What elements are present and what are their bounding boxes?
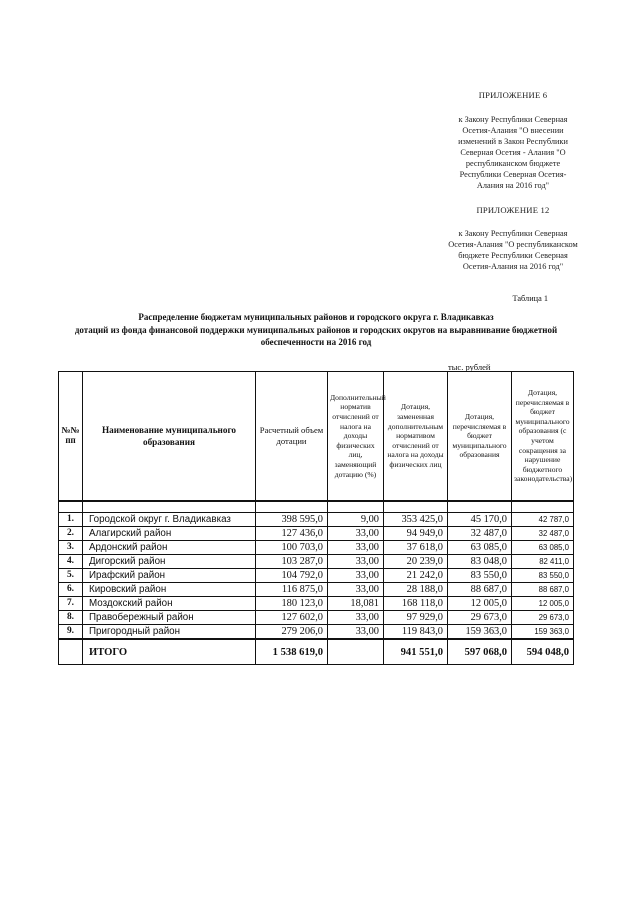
norm-percent: 33,00: [328, 541, 384, 555]
total-replaced: 941 551,0: [384, 639, 448, 665]
transferred-amount: 45 170,0: [448, 513, 512, 527]
replaced-amount: 168 118,0: [384, 597, 448, 611]
replaced-amount: 37 618,0: [384, 541, 448, 555]
calc-amount: 127 436,0: [256, 527, 328, 541]
reduced-amount: 32 487,0: [512, 527, 574, 541]
table-row: [59, 569, 574, 583]
replaced-amount: 119 843,0: [384, 625, 448, 640]
total-transferred: 597 068,0: [448, 639, 512, 665]
table-number: Таблица 1: [512, 294, 548, 303]
row-number: 2.: [59, 527, 83, 541]
norm-percent: 9,00: [328, 513, 384, 527]
row-number: 4.: [59, 555, 83, 569]
calc-amount: 116 875,0: [256, 583, 328, 597]
header-calc: Расчетный объем дотации: [256, 372, 328, 502]
table-body: [59, 501, 574, 665]
row-number: 3.: [59, 541, 83, 555]
total-label: ИТОГО: [83, 639, 256, 665]
spacer-row: [59, 501, 574, 513]
total-calc: 1 538 619,0: [256, 639, 328, 665]
table-row: [59, 541, 574, 555]
title-line-2: дотаций из фонда финансовой поддержки муниципальных районов и городских округов на выравнивание бюджетной: [74, 324, 558, 335]
replaced-amount: 97 929,0: [384, 611, 448, 625]
norm-percent: 33,00: [328, 527, 384, 541]
municipality-name: Правобережный район: [83, 611, 256, 625]
municipality-name: Ардонский район: [83, 541, 256, 555]
municipality-name: Городской округ г. Владикавказ: [83, 513, 256, 527]
calc-amount: 103 287,0: [256, 555, 328, 569]
row-number: 7.: [59, 597, 83, 611]
transferred-amount: 83 550,0: [448, 569, 512, 583]
reduced-amount: 83 550,0: [512, 569, 574, 583]
title-line-1: Распределение бюджетам муниципальных районов и городского округа г. Владикавказ: [138, 312, 494, 322]
transferred-amount: 29 673,0: [448, 611, 512, 625]
transferred-amount: 88 687,0: [448, 583, 512, 597]
table-row: [59, 583, 574, 597]
table-row: [59, 555, 574, 569]
appendix-12-title: ПРИЛОЖЕНИЕ 12: [476, 205, 550, 215]
header-replaced: Дотация, замененная дополнительным нормативом отчислений от налога на доходы физических лиц: [384, 372, 448, 502]
table-row: [59, 625, 574, 640]
calc-amount: 398 595,0: [256, 513, 328, 527]
municipality-name: Пригородный район: [83, 625, 256, 640]
total-num-cell: [59, 639, 83, 665]
header-name: Наименование муниципального образования: [83, 372, 256, 502]
transferred-amount: 32 487,0: [448, 527, 512, 541]
table-row: [59, 527, 574, 541]
transferred-amount: 159 363,0: [448, 625, 512, 640]
reduced-amount: 88 687,0: [512, 583, 574, 597]
norm-percent: 33,00: [328, 611, 384, 625]
appendix-6-title: ПРИЛОЖЕНИЕ 6: [478, 90, 548, 100]
norm-percent: 33,00: [328, 555, 384, 569]
reduced-amount: 42 787,0: [512, 513, 574, 527]
calc-amount: 279 206,0: [256, 625, 328, 640]
table-row: [59, 597, 574, 611]
row-number: 9.: [59, 625, 83, 640]
calc-amount: 127 602,0: [256, 611, 328, 625]
norm-percent: 33,00: [328, 625, 384, 640]
reduced-amount: 12 005,0: [512, 597, 574, 611]
header-reduced: Дотация, перечисляемая в бюджет муниципального образования (с учетом сокращения за нарушение бюджетного законодательства): [512, 372, 574, 502]
appendix-12-text: к Закону Республики Северная Осетия-Алания "О республиканском бюджете Республики Северная Осетия-Алания на 2016 год": [448, 229, 578, 271]
table-row: [59, 513, 574, 527]
municipality-name: Кировский район: [83, 583, 256, 597]
replaced-amount: 94 949,0: [384, 527, 448, 541]
total-norm: [328, 639, 384, 665]
norm-percent: 33,00: [328, 569, 384, 583]
header-row: [59, 372, 574, 502]
transferred-amount: 63 085,0: [448, 541, 512, 555]
calc-amount: 100 703,0: [256, 541, 328, 555]
norm-percent: 33,00: [328, 583, 384, 597]
municipality-name: Алагирский район: [83, 527, 256, 541]
transferred-amount: 12 005,0: [448, 597, 512, 611]
units-label: тыс. рублей: [448, 362, 491, 372]
total-reduced: 594 048,0: [512, 639, 574, 665]
row-number: 1.: [59, 513, 83, 527]
replaced-amount: 20 239,0: [384, 555, 448, 569]
replaced-amount: 353 425,0: [384, 513, 448, 527]
row-number: 6.: [59, 583, 83, 597]
title-line-3: обеспеченности на 2016 год: [260, 337, 372, 347]
header-norm: Дополнительный норматив отчислений от налога на доходы физических лиц, заменяющий дотацию (%): [328, 372, 384, 502]
total-row: [59, 639, 574, 665]
header-num: №№ пп: [59, 372, 83, 502]
calc-amount: 104 792,0: [256, 569, 328, 583]
replaced-amount: 21 242,0: [384, 569, 448, 583]
row-number: 8.: [59, 611, 83, 625]
replaced-amount: 28 188,0: [384, 583, 448, 597]
document-title: [62, 311, 570, 349]
municipality-name: Моздокский район: [83, 597, 256, 611]
reduced-amount: 29 673,0: [512, 611, 574, 625]
norm-percent: 18,081: [328, 597, 384, 611]
reduced-amount: 159 363,0: [512, 625, 574, 640]
table-row: [59, 611, 574, 625]
row-number: 5.: [59, 569, 83, 583]
reduced-amount: 82 411,0: [512, 555, 574, 569]
budget-table: [58, 371, 574, 665]
appendix-6-text: к Закону Республики Северная Осетия-Алания "О внесении изменений в Закон Республики Северная Осетия - Алания "О республиканском бюджете Республики Северная Осетия-Алания на 2016 год": [458, 115, 568, 190]
reduced-amount: 63 085,0: [512, 541, 574, 555]
transferred-amount: 83 048,0: [448, 555, 512, 569]
calc-amount: 180 123,0: [256, 597, 328, 611]
municipality-name: Дигорский район: [83, 555, 256, 569]
municipality-name: Ирафский район: [83, 569, 256, 583]
header-transferred: Дотация, перечисляемая в бюджет муниципального образования: [448, 372, 512, 502]
